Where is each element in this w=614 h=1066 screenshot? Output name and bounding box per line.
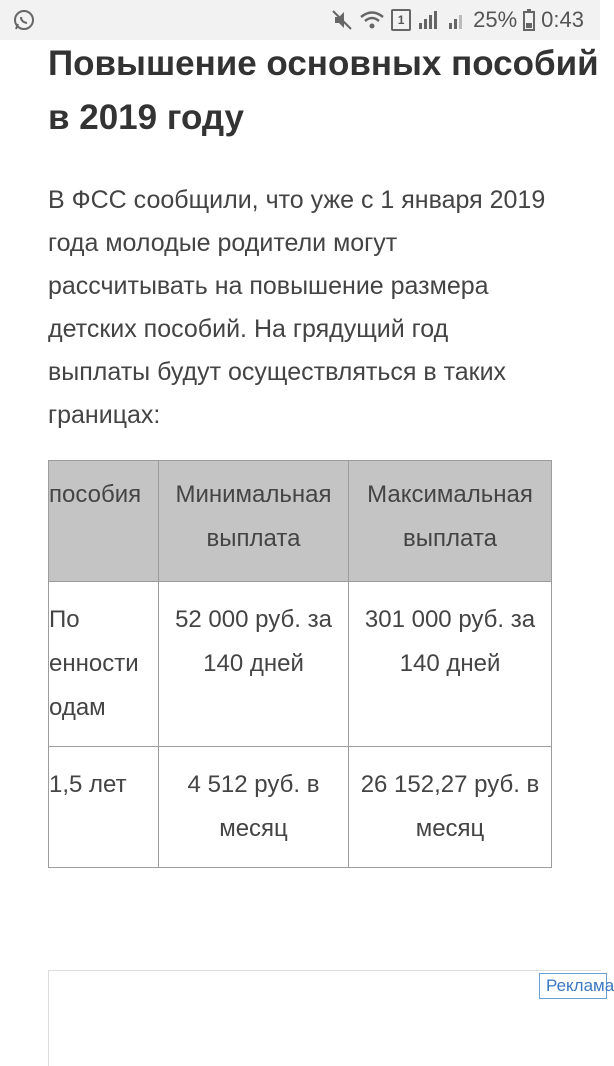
table-cell-type: По енности одам xyxy=(49,582,159,747)
signal-icon xyxy=(417,9,441,31)
article-title: Повышение основных пособий в 2019 году xyxy=(48,44,599,137)
table-header-benefit-type: пособия xyxy=(49,461,159,582)
table-cell-min: 4 512 руб. в месяц xyxy=(159,747,349,868)
table-row xyxy=(49,747,552,868)
ad-container[interactable] xyxy=(48,970,601,1066)
table-header-row xyxy=(49,461,552,582)
article-paragraph: В ФСС сообщили, что уже с 1 января 2019 года молодые родители могут рассчитывать на повышение размера детских пособий. На грядущий год выплаты будут осуществляться в таких границах: xyxy=(48,186,546,429)
table-cell-type: 1,5 лет xyxy=(49,747,159,868)
table-cell-max: 26 152,27 руб. в месяц xyxy=(349,747,552,868)
table-header-max: Максимальная выплата xyxy=(349,461,552,582)
table-row xyxy=(49,582,552,747)
mute-icon xyxy=(331,9,353,31)
clock: 0:43 xyxy=(541,7,584,32)
table-header-min: Минимальная выплата xyxy=(159,461,349,582)
benefits-table xyxy=(48,460,552,868)
benefits-table-container[interactable] xyxy=(48,460,551,869)
table-cell-min: 52 000 руб. за 140 дней xyxy=(159,582,349,747)
whatsapp-icon xyxy=(12,8,36,32)
sim-icon: 1 xyxy=(391,9,411,31)
article xyxy=(48,40,600,437)
table-cell-max: 301 000 руб. за 140 дней xyxy=(349,582,552,747)
battery-icon xyxy=(523,9,535,31)
battery-percent: 25% xyxy=(473,7,518,32)
ad-label[interactable]: Реклама xyxy=(539,973,607,999)
signal-2-icon xyxy=(447,9,467,31)
wifi-icon xyxy=(359,9,385,31)
status-bar xyxy=(0,0,600,40)
